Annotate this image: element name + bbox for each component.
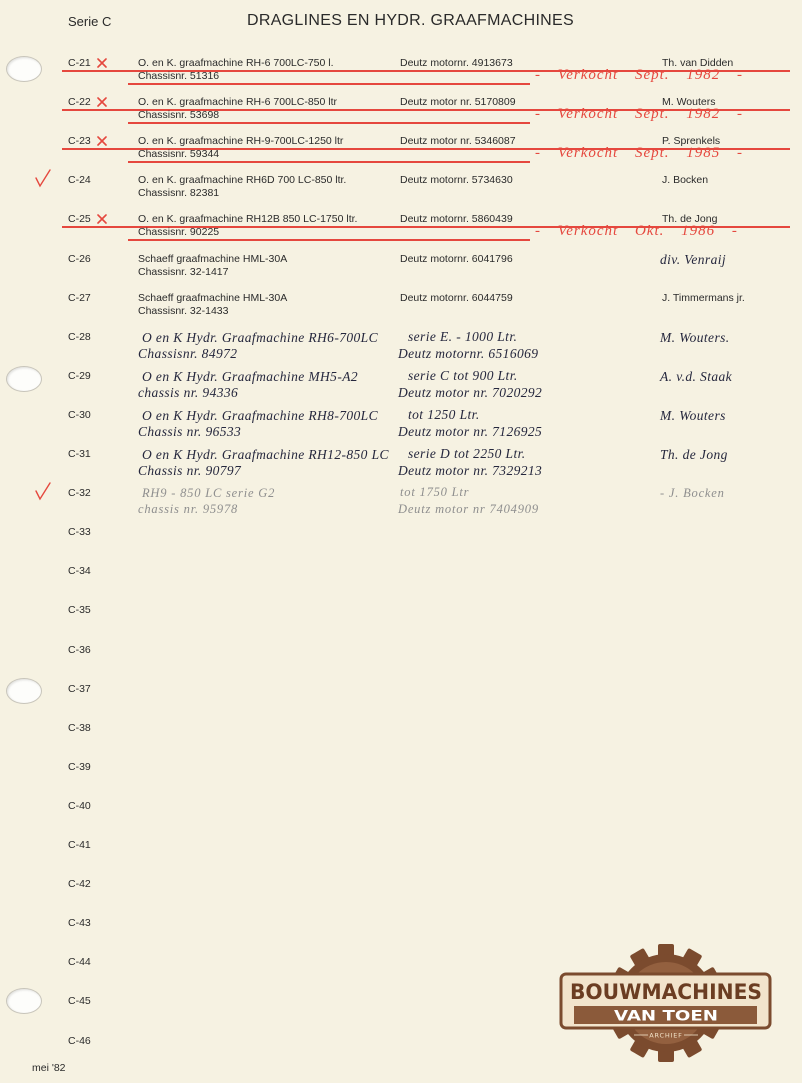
machine-description: O en K Hydr. Graafmachine MH5-A2	[142, 368, 359, 384]
entry-code: C-30	[68, 408, 91, 421]
motor-number: Deutz motornr. 5734630	[400, 174, 513, 187]
entry-code: C-22	[68, 96, 91, 109]
motor-number: Deutz motornr. 5860439	[400, 213, 513, 226]
machine-spec: tot 1250 Ltr.	[408, 406, 480, 422]
binder-hole	[6, 366, 42, 392]
red-strike-line	[128, 239, 530, 241]
machine-spec: serie C tot 900 Ltr.	[408, 367, 518, 383]
machine-description: O. en K. graafmachine RH12B 850 LC-1750 ltr.	[138, 213, 358, 226]
entry-code: C-35	[68, 604, 91, 617]
entry-code: C-26	[68, 252, 91, 265]
owner-name: Th. de Jong	[660, 447, 728, 462]
entry-code: C-36	[68, 643, 91, 656]
machine-spec: tot 1750 Ltr	[400, 485, 470, 500]
logo-subtitle: VAN TOEN	[614, 1008, 718, 1025]
entry-code: C-42	[68, 878, 91, 891]
red-cross-icon	[97, 58, 107, 68]
entry-code: C-33	[68, 526, 91, 539]
chassis-number: Chassisnr. 90225	[138, 226, 220, 239]
owner-name: A. v.d. Staak	[660, 368, 733, 384]
red-cross-icon	[97, 136, 107, 146]
owner-name: J. Bocken	[662, 174, 709, 187]
machine-description: O. en K. graafmachine RH-6 700LC-850 ltr	[138, 96, 338, 109]
check-mark-icon	[34, 169, 52, 189]
motor-number: Deutz motor nr. 7329213	[398, 463, 543, 478]
motor-number: Deutz motornr. 6516069	[398, 345, 539, 361]
machine-description: O. en K. graafmachine RH-6 700LC-750 l.	[138, 57, 334, 69]
machine-description: Schaeff graafmachine HML-30A	[138, 252, 288, 265]
machine-description: O en K Hydr. Graafmachine RH12-850 LC	[142, 447, 389, 462]
chassis-number: Chassis nr. 96533	[138, 423, 242, 439]
red-strike-line	[128, 83, 530, 85]
owner-name: J. Timmermans jr.	[662, 291, 745, 304]
sold-annotation: - Verkocht Sept. 1985 -	[535, 145, 744, 162]
motor-number: Deutz motornr. 6041796	[400, 252, 513, 265]
entry-code: C-37	[68, 682, 91, 695]
owner-name: Th. van Didden	[662, 57, 734, 69]
chassis-number: Chassisnr. 51316	[138, 70, 220, 82]
chassis-number: Chassisnr. 32-1433	[138, 304, 229, 317]
motor-number: Deutz motor nr. 5346087	[400, 135, 516, 148]
motor-number: Deutz motornr. 6044759	[400, 291, 513, 304]
entry-code: C-32	[68, 487, 91, 500]
owner-name: P. Sprenkels	[662, 135, 721, 148]
motor-number: Deutz motor nr. 5170809	[400, 96, 516, 109]
motor-number: Deutz motor nr. 7126925	[398, 423, 543, 439]
binder-hole	[6, 56, 42, 82]
red-cross-icon	[97, 214, 107, 224]
owner-name: Th. de Jong	[662, 213, 718, 226]
chassis-number: Chassis nr. 90797	[138, 463, 242, 478]
chassis-number: Chassisnr. 32-1417	[138, 265, 229, 278]
entry-code: C-23	[68, 135, 91, 148]
check-mark-icon	[34, 482, 52, 502]
entry-code: C-46	[68, 1034, 91, 1047]
sold-annotation: - Verkocht Sept. 1982 -	[535, 106, 744, 123]
entry-code: C-44	[68, 956, 91, 969]
chassis-number: Chassisnr. 82381	[138, 187, 220, 200]
machine-description: O en K Hydr. Graafmachine RH6-700LC	[142, 329, 378, 345]
machine-spec: serie E. - 1000 Ltr.	[408, 328, 518, 344]
entry-code: C-38	[68, 721, 91, 734]
owner-name: div. Venraij	[660, 251, 727, 267]
owner-name: M. Wouters	[662, 96, 716, 109]
chassis-number: chassis nr. 94336	[138, 384, 239, 400]
logo-archive-label: ARCHIEF	[649, 1031, 683, 1040]
machine-description: O. en K. graafmachine RH6D 700 LC-850 ltr.	[138, 174, 347, 187]
entry-code: C-21	[68, 57, 91, 69]
entry-code: C-39	[68, 760, 91, 773]
binder-hole	[6, 988, 42, 1014]
page-title: DRAGLINES EN HYDR. GRAAFMACHINES	[247, 12, 574, 29]
footer-date: mei '82	[32, 1062, 66, 1074]
entry-code: C-45	[68, 995, 91, 1008]
entry-code: C-41	[68, 839, 91, 851]
machine-description: O en K Hydr. Graafmachine RH8-700LC	[142, 407, 378, 423]
entry-code: C-40	[68, 799, 91, 812]
sold-annotation: - Verkocht Okt. 1986 -	[535, 223, 738, 240]
entry-code: C-43	[68, 917, 91, 930]
entry-code: C-31	[68, 448, 91, 460]
machine-description: O. en K. graafmachine RH-9-700LC-1250 ltr	[138, 135, 344, 148]
owner-name: M. Wouters	[660, 407, 726, 423]
entry-code: C-29	[68, 369, 91, 382]
series-label: Serie C	[68, 14, 112, 29]
entry-code: C-25	[68, 213, 91, 226]
owner-name: M. Wouters.	[660, 329, 730, 345]
entry-code: C-28	[68, 330, 91, 343]
sold-annotation: - Verkocht Sept. 1982 -	[535, 67, 744, 83]
logo-title: BOUWMACHINES	[570, 980, 762, 1004]
chassis-number: chassis nr. 95978	[138, 502, 239, 517]
motor-number: Deutz motornr. 4913673	[400, 57, 513, 69]
red-strike-line	[128, 122, 530, 124]
red-cross-icon	[97, 97, 107, 107]
motor-number: Deutz motor nr. 7020292	[398, 384, 543, 400]
owner-name: - J. Bocken	[660, 486, 725, 501]
chassis-number: Chassisnr. 84972	[138, 345, 238, 361]
entry-code: C-34	[68, 565, 91, 578]
binder-hole	[6, 678, 42, 704]
chassis-number: Chassisnr. 59344	[138, 148, 220, 161]
machine-spec: serie D tot 2250 Ltr.	[408, 446, 526, 461]
bouwmachines-logo	[558, 944, 773, 1062]
entry-code: C-27	[68, 291, 91, 304]
motor-number: Deutz motor nr 7404909	[398, 502, 539, 517]
chassis-number: Chassisnr. 53698	[138, 109, 220, 122]
entry-code: C-24	[68, 174, 91, 187]
red-strike-line	[128, 161, 530, 163]
machine-description: Schaeff graafmachine HML-30A	[138, 291, 288, 304]
machine-description: RH9 - 850 LC serie G2	[142, 486, 276, 501]
